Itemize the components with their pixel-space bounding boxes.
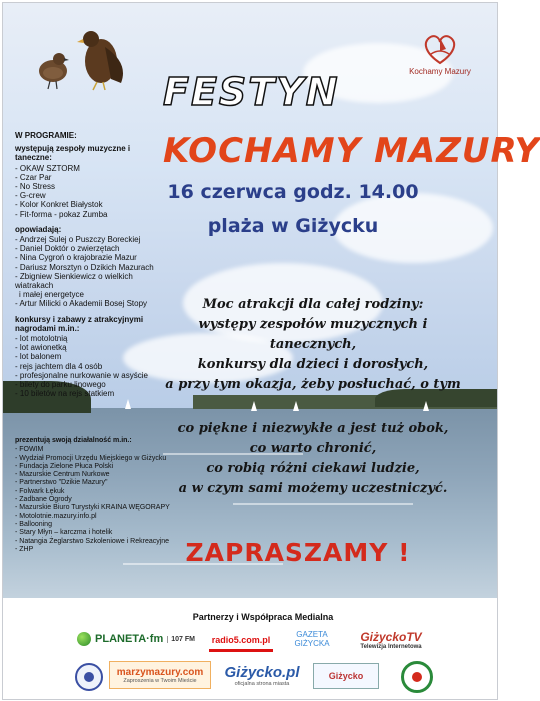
list-item: - Motolotnie.mazury.info.pl: [15, 512, 97, 520]
list-item: - Czar Par: [15, 172, 52, 182]
event-title: KOCHAMY MAZURY: [163, 131, 540, 171]
list-item: - Dariusz Morsztyn o Dzikich Mazurach: [15, 262, 154, 272]
list-item: - bilety do parku linowego: [15, 380, 106, 390]
emblem-dot: [84, 672, 94, 682]
sailboat-icon: [125, 399, 131, 409]
talks-heading: opowiadają:: [15, 224, 62, 234]
list-item: - G-crew: [15, 191, 46, 201]
bands-list: [15, 164, 165, 219]
gizycko-tv-subtitle: Telewizja Internetowa: [360, 644, 422, 650]
list-item: - Daniel Doktór o zwierzętach: [15, 244, 120, 254]
prizes-list: [15, 334, 165, 398]
description-top: [163, 295, 463, 395]
gizycko-sign-logo: Giżycko: [313, 663, 379, 689]
gazeta-gizycka-logo: GAZETA GIŻYCKA: [294, 630, 330, 648]
list-item: - No Stress: [15, 182, 56, 192]
gizycko-pl-label: Giżycko.pl: [224, 663, 300, 681]
marzymazury-logo: [109, 661, 211, 689]
marzymazury-subtitle: Zaproszenia w Twoim Mieście: [123, 677, 197, 684]
gizycko-tv-logo: [349, 627, 433, 653]
description-line: Moc atrakcji dla całej rodziny:: [202, 297, 424, 312]
bands-heading: występują zespoły muzyczne i taneczne:: [15, 144, 131, 163]
fowim-emblem-icon: [75, 663, 103, 691]
list-item: - Natangia Żeglarstwo Szkoleniowe i Rekreacyjne: [15, 537, 170, 545]
gizycko-pl-subtitle: oficjalna strona miasta: [234, 680, 290, 687]
sailboat-icon: [251, 401, 257, 411]
marzymazury-label: marzymazury.com: [116, 666, 204, 678]
exhibitors-section: [15, 437, 175, 554]
brand-name: Kochamy Mazury: [409, 67, 471, 76]
list-item: - lot balonem: [15, 352, 62, 362]
list-item: - FOWIM: [15, 446, 44, 454]
list-item: - 10 biletów na rejs statkiem: [15, 389, 115, 399]
sailboat-icon: [293, 401, 299, 411]
partners-title: Partnerzy i Współpraca Medialna: [192, 612, 334, 622]
event-type-heading: FESTYN: [163, 70, 340, 114]
list-item: - Wydział Promocji Urzędu Miejskiego w Giżycku: [15, 454, 167, 462]
list-item: - OKAW SZTORM: [15, 163, 80, 173]
invite-heading: ZAPRASZAMY !: [185, 538, 411, 567]
description-line: a w czym sami możemy uczestniczyć.: [178, 481, 448, 496]
heart-icon: [421, 33, 459, 65]
list-item: - Fit-forma - pokaz Zumba: [15, 209, 108, 219]
event-date: 16 czerwca godz. 14.00: [167, 181, 419, 203]
list-item: - Andrzej Sulej o Puszczy Boreckiej: [15, 235, 141, 245]
list-item: - Zbigniew Sienkiewicz o wielkich wiatrakach: [15, 271, 133, 291]
description-line: a przy tym okazja, żeby posłuchać, o tym: [165, 377, 461, 392]
emblem-dot: [412, 672, 422, 682]
list-item: - Ballooning: [15, 520, 52, 528]
prizes-heading: konkursy i zabawy z atrakcyjnymi nagrodami m.in.:: [15, 314, 144, 333]
list-item: i małej energetyce: [19, 290, 84, 300]
description-bottom: [163, 419, 463, 499]
planeta-label: PLANETA·fm: [95, 633, 164, 645]
list-item: - Mazurskie Biuro Turystyki KRAINA WĘGORAPY: [15, 504, 170, 512]
birds-illustration: [33, 27, 133, 93]
planeta-fm-logo: [71, 629, 201, 649]
list-item: - Zadbane Ogrody: [15, 496, 72, 504]
list-item: - Kolor Konkret Białystok: [15, 200, 103, 210]
description-line: występy zespołów muzycznych i tanecznych,: [198, 317, 428, 352]
program-heading: W PROGRAMIE:: [15, 131, 77, 140]
water-reflection: [233, 503, 413, 505]
green-emblem-icon: [401, 661, 433, 693]
list-item: - lot awionetką: [15, 343, 67, 353]
gizycko-pl-logo: [217, 661, 307, 689]
radio5-logo: radio5.com.pl: [209, 631, 273, 652]
list-item: - profesjonalne nurkowanie w asyście: [15, 370, 148, 380]
list-item: - rejs jachtem dla 4 osób: [15, 361, 103, 371]
list-item: - Folwark Łękuk: [15, 487, 65, 495]
list-item: - Mazurskie Centrum Nurkowe: [15, 471, 110, 479]
description-line: co warto chronić,: [249, 441, 377, 456]
event-place: plaża w Giżycku: [207, 215, 379, 237]
planeta-frequency: 107 FM: [167, 636, 195, 643]
poster: [2, 2, 540, 700]
program-section: [15, 131, 165, 398]
list-item: - Fundacja Zielone Płuca Polski: [15, 462, 114, 470]
list-item: - Stary Młyn – karczma i hotelik: [15, 529, 113, 537]
planet-icon: [77, 632, 91, 646]
list-item: - ZHP: [15, 545, 34, 553]
gizycko-tv-label: GiżyckoTV: [360, 630, 422, 644]
description-line: konkursy dla dzieci i dorosłych,: [197, 357, 429, 372]
description-line: co robią różni ciekawi ludzie,: [206, 461, 420, 476]
exhibitors-heading: prezentują swoją działalność m.in.:: [15, 437, 132, 444]
talks-list: [15, 235, 165, 309]
description-line: co piękne i niezwykłe a jest tuż obok,: [177, 421, 449, 436]
sailboat-icon: [423, 401, 429, 411]
list-item: - Artur Milicki o Akademii Bosej Stopy: [15, 299, 148, 309]
brand-logo: [405, 33, 475, 76]
list-item: - lot motolotnią: [15, 334, 68, 344]
list-item: - Nina Cygroń o krajobrazie Mazur: [15, 253, 137, 263]
list-item: - Partnerstwo "Dzikie Mazury": [15, 479, 108, 487]
